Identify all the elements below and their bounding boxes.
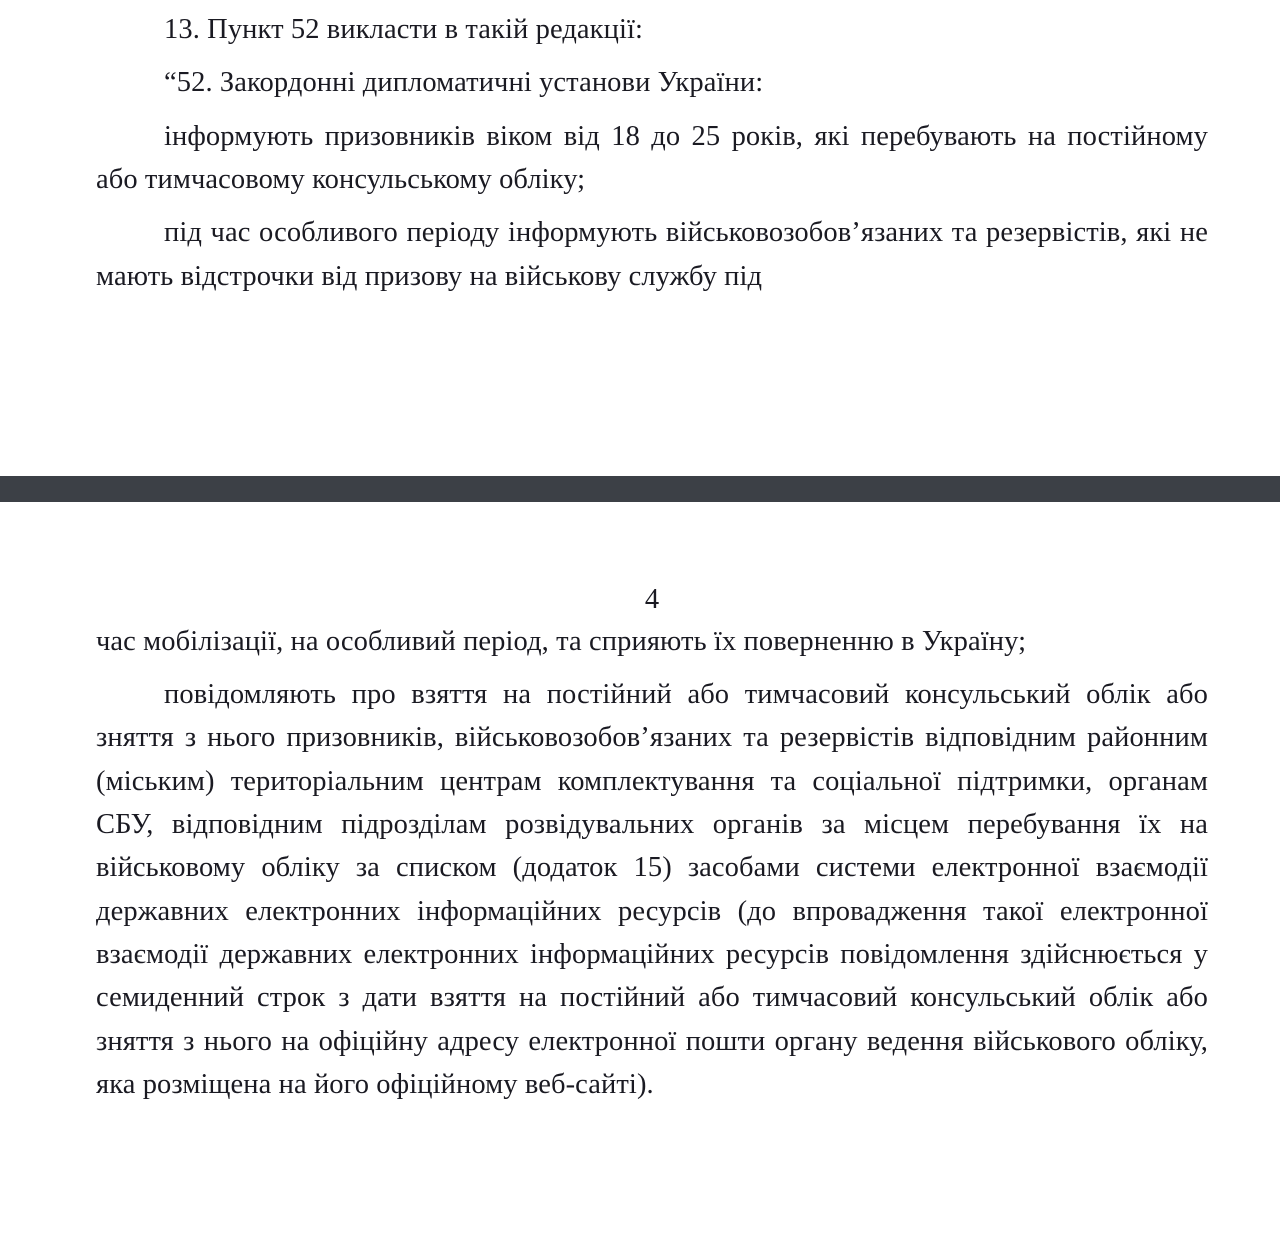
paragraph-inform-conscripts: інформують призовників віком від 18 до 25 років, які перебувають на постійному або тимчасовому консульському обліку; (96, 120, 1208, 195)
paragraph-item-13: 13. Пункт 52 викласти в такій редакції: (164, 14, 644, 45)
document-top-section (0, 0, 1280, 298)
page-number: 4 (644, 583, 660, 615)
document-bottom-section (0, 502, 1280, 1106)
page-break-divider (0, 476, 1280, 502)
paragraph-notify-registration: повідомляють про взяття на постійний або тимчасовий консульський облік або зняття з нього призовників, військовозобов’язаних та резервістів відповідним районним (міським) територіальним центрам комплектування та соціальної підтримки, органам СБУ, відповідним підрозділам розвідувальних органів за місцем перебування їх на військовому обліку за списком (додаток 15) засобами системи електронної взаємодії державних електронних інформаційних ресурсів (до впровадження такої електронної взаємодії державних електронних інформаційних ресурсів повідомлення здійснюється у семиденний строк з дати взяття на постійний або тимчасовий консульський облік або зняття з нього на офіційну адресу електронної пошти органу ведення військового обліку, яка розміщена на його офіційному веб-сайті). (96, 679, 1208, 1100)
paragraph-mobilization-continued: час мобілізації, на особливий період, та сприяють їх поверненню в Україну; (96, 625, 1027, 657)
paragraph-special-period: під час особливого періоду інформують військовозобов’язаних та резервістів, які не мають відстрочки від призову на військову службу під (96, 217, 1208, 292)
paragraph-item-52-intro: “52. Закордонні дипломатичні установи України: (164, 67, 764, 99)
